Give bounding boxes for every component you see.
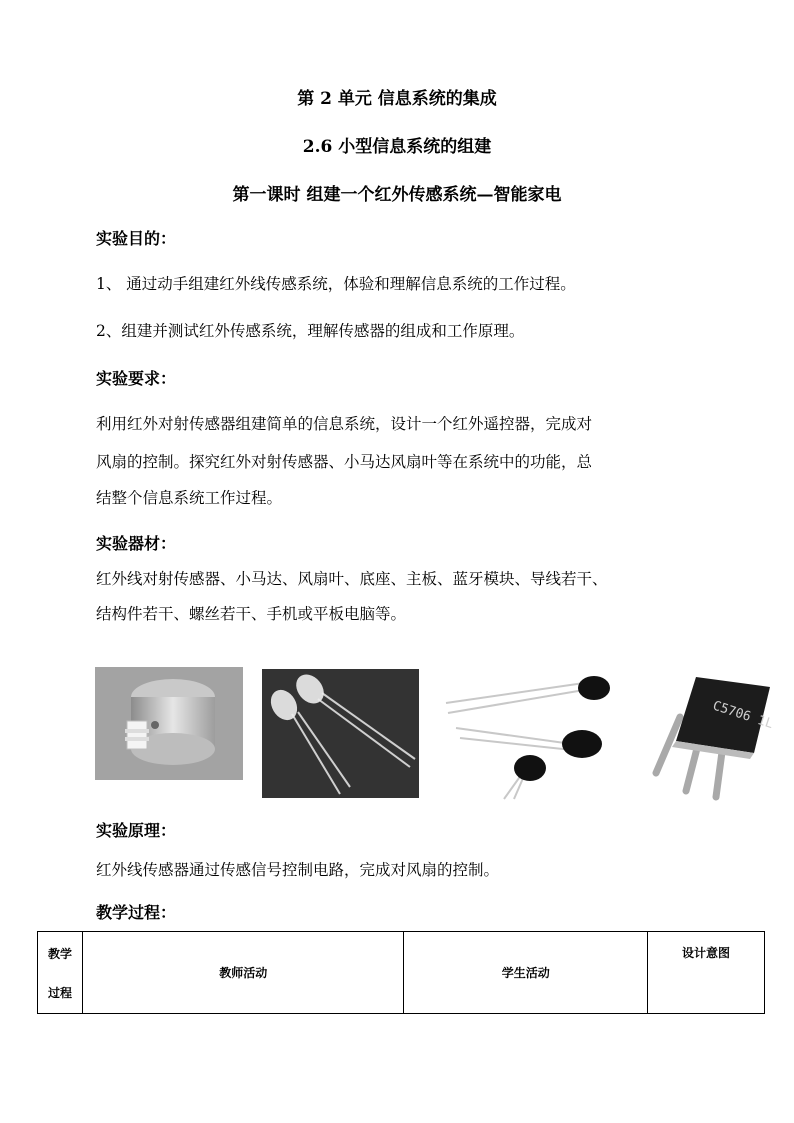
- section-title: 2.6 小型信息系统的组建: [302, 137, 492, 157]
- requirements-heading: 实验要求：: [96, 369, 177, 388]
- process-stage-header: [38, 932, 83, 1014]
- ir-receiver-icon: [444, 668, 612, 801]
- principle-heading: 实验原理：: [96, 821, 177, 840]
- motor-photo: [95, 667, 243, 780]
- table-row: [38, 932, 765, 1014]
- process-stage-line-2: 过程: [47, 985, 72, 1000]
- requirements-line-1: 利用红外对射传感器组建简单的信息系统，设计一个红外遥控器，完成对: [96, 415, 593, 433]
- objective-item-2: 2、组建并测试红外传感系统，理解传感器的组成和工作原理。: [96, 322, 525, 340]
- transistor-photo: [630, 657, 782, 803]
- ir-led-icon: [262, 669, 419, 798]
- student-activity-header: 学生活动: [404, 932, 648, 1014]
- process-stage-line-1: 教学: [47, 946, 72, 961]
- requirements-line-2: 风扇的控制。探究红外对射传感器、小马达风扇叶等在系统中的功能，总: [96, 453, 593, 471]
- materials-line-2: 结构件若干、螺丝若干、手机或平板电脑等。: [96, 605, 407, 623]
- objective-item-1: 1、 通过动手组建红外线传感系统，体验和理解信息系统的工作过程。: [96, 275, 576, 293]
- teacher-activity-header: 教师活动: [82, 932, 404, 1014]
- process-table: [37, 931, 765, 1014]
- objectives-heading: 实验目的：: [96, 229, 177, 248]
- process-heading: 教学过程：: [96, 903, 177, 922]
- materials-line-1: 红外线对射传感器、小马达、风扇叶、底座、主板、蓝牙模块、导线若干、: [96, 570, 608, 588]
- lesson-title: 第一课时 组建一个红外传感系统—智能家电: [232, 185, 562, 205]
- principle-text: 红外线传感器通过传感信号控制电路，完成对风扇的控制。: [96, 861, 500, 879]
- requirements-line-3: 结整个信息系统工作过程。: [96, 489, 283, 507]
- transistor-marking: C5706 1L: [710, 698, 775, 733]
- motor-icon: [95, 667, 243, 780]
- transistor-icon: [630, 657, 782, 803]
- unit-title: 第 2 单元 信息系统的集成: [297, 89, 497, 109]
- ir-receiver-photo: [444, 668, 612, 801]
- ir-led-photo: [262, 669, 419, 798]
- design-intent-header: 设计意图: [648, 932, 765, 1014]
- materials-heading: 实验器材：: [96, 534, 177, 553]
